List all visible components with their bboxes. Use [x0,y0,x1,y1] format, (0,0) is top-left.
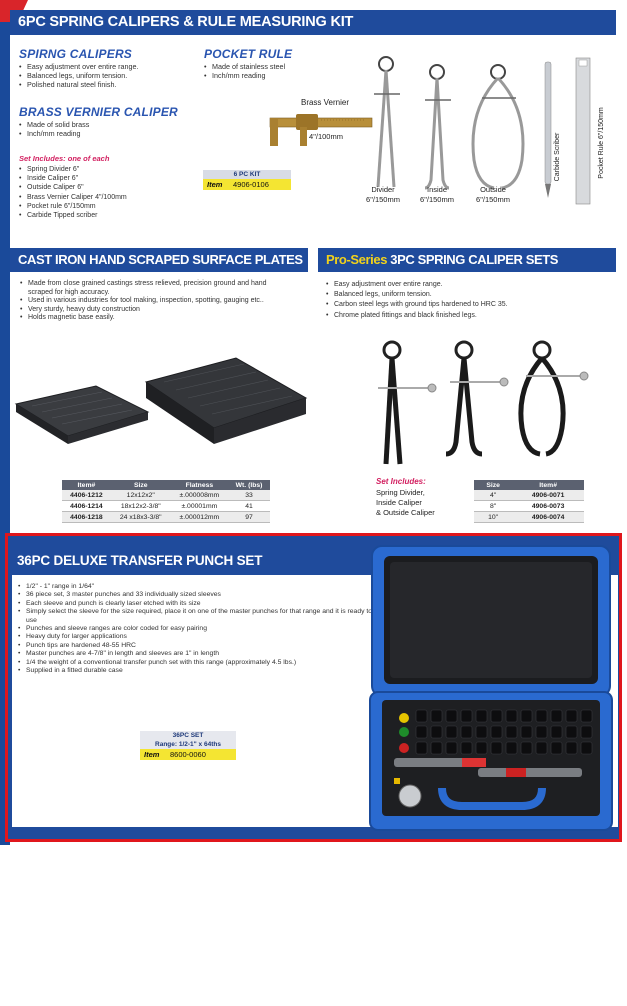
list-item: • Each sleeve and punch is clearly laser etched with its size [18,600,374,608]
list-item: • Punch tips are hardened 48-55 HRC [18,642,374,650]
surface-plate-large-icon [140,352,310,452]
inside-label: Inside [426,185,447,194]
list-item: • Punches and sleeve ranges are color coded for easy pairing [18,625,374,633]
item-number: 4906-0106 [233,180,269,189]
list-item: • Pocket rule 6"/150mm [19,202,127,211]
table-header: Flatness [171,480,228,490]
list-item: • Made of solid brass [19,120,89,129]
list-item: • Easy adjustment over entire range. [326,280,608,290]
punch-sleeve [551,710,562,722]
punch-sleeve [506,742,517,754]
table-row [474,490,584,501]
set-line: Spring Divider, [376,488,425,497]
table-cell: ±.000012mm [171,512,228,523]
list-item: • Holds magnetic base easily. [20,314,278,323]
list-item: • 36 piece set, 3 master punches and 33 individually sized sleeves [18,591,374,599]
divider-label: Divider [371,185,395,194]
table-cell: 18x12x2-3/8" [111,501,171,512]
outside-size: 6"/150mm [476,195,510,204]
pro-outside-caliper-icon [512,338,592,458]
punch-sleeve [446,742,457,754]
spring-divider-icon [366,52,406,192]
pro-inside-caliper-icon [440,338,510,458]
punch-range-label: Range: 1/2-1" x 64ths [140,740,236,749]
table-cell: ±.00001mm [171,501,228,512]
punch-title: 36PC DELUXE TRANSFER PUNCH SET [17,553,263,568]
spring-calipers-heading: SPIRNG CALIPERS [19,47,133,61]
inside-caliper-icon [417,60,457,192]
kit-item-row [203,179,291,190]
punch-item-row [140,749,236,760]
divider-caption [359,185,407,205]
pro-series-accent: Pro-Series [326,252,388,267]
surface-plate-small-icon [12,366,152,446]
punch-sleeve [581,726,592,738]
table-cell: 4406-1214 [62,501,111,512]
punch-sleeve [566,742,577,754]
pro-panel [318,248,616,534]
punch-item-box [140,731,236,760]
table-cell: 4906-0074 [512,512,584,523]
list-item: • Made of stainless steel [204,62,285,71]
table-cell: 33 [228,490,270,501]
punch-sleeve [521,726,532,738]
kit6-panel [10,10,616,236]
punch-sleeve [581,742,592,754]
punch-sleeve [431,742,442,754]
list-item: • Balanced legs, uniform tension. [19,71,138,80]
table-cell: 4406-1218 [62,512,111,523]
punch-sleeve [536,742,547,754]
set-line: & Outside Caliper [376,508,435,517]
table-cell: 41 [228,501,270,512]
pocket-rule-heading: POCKET RULE [204,47,293,61]
item-number: 8600-0060 [170,750,206,759]
punch-sleeve [506,726,517,738]
punch-sleeve [551,726,562,738]
table-header: Item# [62,480,111,490]
list-item: • Inch/mm reading [19,129,89,138]
punch-sleeve [461,742,472,754]
scriber-caption: Carbide Scriber [554,132,561,182]
punch-sleeve [566,726,577,738]
punch-sleeve [446,726,457,738]
punch-sleeve [446,710,457,722]
table-cell: 12x12x2" [111,490,171,501]
table-cell: 4906-0073 [512,501,584,512]
punch-sleeve [416,710,427,722]
list-item: • Brass Vernier Caliper 4"/100mm [19,193,127,202]
set-includes-list [19,165,127,220]
rule-caption: Pocket Rule 6"/150mm [598,107,605,179]
divider-size: 6"/150mm [366,195,400,204]
brass-vernier-caliper-icon [266,108,376,148]
table-cell: 10" [474,512,512,523]
punch-sleeve [566,710,577,722]
inside-caption [413,185,461,205]
vernier-bullets [19,120,89,138]
list-item: • Inch/mm reading [204,71,285,80]
list-item: • Inside Caliper 6" [19,174,127,183]
list-item: • Chrome plated fittings and black finished legs. [326,311,608,321]
table-header: Size [111,480,171,490]
punch-sleeve [536,726,547,738]
list-item: • Heavy duty for larger applications [18,633,374,641]
plates-bullets [20,280,278,323]
table-row [474,512,584,523]
outside-caption [467,185,519,205]
pro-spring-divider-icon [368,338,438,468]
list-item: • Carbide Tipped scriber [19,211,127,220]
punch-sleeve [461,710,472,722]
list-item: • Simply select the sleeve for the size required, place it on one of the master punches for that range and it is ready to use [18,608,374,625]
punch-sleeve [491,742,502,754]
plates-panel [10,248,308,534]
table-row [62,490,270,501]
list-item: • Used in various industries for tool making, inspection, spotting, gauging etc.. [20,297,278,306]
vernier-caption: Brass Vernier [300,98,350,107]
list-item: • 1/2" - 1" range in 1/64" [18,583,374,591]
item-label: Item [144,750,160,759]
spring-calipers-bullets [19,62,138,89]
pocket-rule-bullets [204,62,285,80]
table-row [62,501,270,512]
punch-sleeve [461,726,472,738]
punch-sleeve [506,710,517,722]
punch-sleeve [416,726,427,738]
punch-sleeve [581,710,592,722]
table-header: Size [474,480,512,490]
outside-caliper-icon [458,60,538,192]
punch-sleeve [416,742,427,754]
punch-sleeve [431,710,442,722]
set-includes-label: Set Includes: one of each [19,154,110,163]
transfer-punch-case-icon [366,544,614,832]
kit6-title: 6PC SPRING CALIPERS & RULE MEASURING KIT [10,10,616,35]
set-line: Inside Caliper [376,498,422,507]
punch-sleeve [476,726,487,738]
kit-label: 6 PC KIT [203,170,291,179]
table-header-row [62,480,270,490]
punch-sleeve [521,710,532,722]
pro-bullets [326,280,608,321]
list-item: • Carbon steel legs with ground tips hardened to HRC 35. [326,300,608,310]
punch-sleeve [431,726,442,738]
list-item: • Spring Divider 6" [19,165,127,174]
table-cell: 97 [228,512,270,523]
table-cell: ±.000008mm [171,490,228,501]
punch-set-label: 36PC SET [140,731,236,740]
table-cell: 4906-0071 [512,490,584,501]
outside-label: Outside [480,185,506,194]
table-cell: 4406-1212 [62,490,111,501]
punch-bullets [18,583,374,675]
list-item: • Balanced legs, uniform tension. [326,290,608,300]
punch-sleeve [536,710,547,722]
punch-sleeve [491,726,502,738]
pro-set-includes-label: Set Includes: [376,477,426,486]
list-item: • Very sturdy, heavy duty construction [20,306,278,315]
punch-sleeve [476,710,487,722]
pro-set-lines [376,488,435,518]
table-header-row [474,480,584,490]
pro-title-rest: 3PC SPRING CALIPER SETS [390,252,559,267]
kit-item-box [203,170,291,190]
list-item: • Supplied in a fitted durable case [18,667,374,675]
table-header: Wt. (lbs) [228,480,270,490]
table-cell: 8" [474,501,512,512]
punch-sleeve [476,742,487,754]
table-row [474,501,584,512]
table-cell: 24 x18x3-3/8" [111,512,171,523]
punch-sleeve [491,710,502,722]
list-item: • Master punches are 4-7/8" in length and sleeves are 1" in length [18,650,374,658]
plates-title: CAST IRON HAND SCRAPED SURFACE PLATES [10,248,308,272]
pro-table [474,480,584,523]
vernier-heading: BRASS VERNIER CALIPER [19,105,178,119]
table-row [62,512,270,523]
punch-sleeve [551,742,562,754]
vernier-size: 4"/100mm [309,132,343,141]
plates-table [62,480,270,523]
punch-sleeve [521,742,532,754]
table-cell: 4" [474,490,512,501]
list-item: • Polished natural steel finish. [19,80,138,89]
list-item: • Made from close grained castings stress relieved, precision ground and hand scraped for high accuracy. [20,280,278,297]
list-item: • Easy adjustment over entire range. [19,62,138,71]
pro-title [318,248,616,272]
item-label: Item [207,180,223,189]
table-header: Item# [512,480,584,490]
pocket-rule-icon [573,56,593,206]
list-item: • Outside Caliper 6" [19,183,127,192]
list-item: • 1/4 the weight of a conventional transfer punch set with this range (approximately 4.5 lbs.) [18,659,374,667]
inside-size: 6"/150mm [420,195,454,204]
